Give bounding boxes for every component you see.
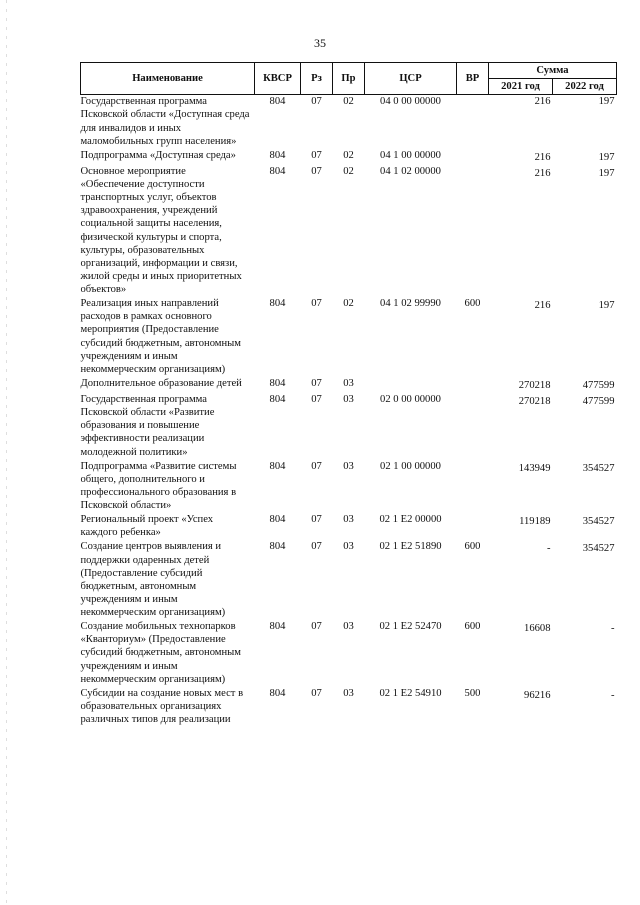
row-vr: 500 — [464, 687, 481, 699]
row-csr: 04 1 02 00000 — [380, 165, 441, 177]
row-vr — [457, 393, 489, 460]
row-name: Создание мобильных технопарков «Кванториум» (Предоставление субсидий бюджетным, автономным учреждениям и иным некоммерческим организациям) — [80, 621, 241, 685]
row-sum-2022: 477599 — [582, 396, 615, 407]
row-sum-2022: 354527 — [582, 462, 615, 474]
table-row — [81, 687, 617, 727]
row-csr: 04 1 00 00000 — [380, 149, 441, 161]
row-rz: 07 — [311, 621, 322, 633]
row-rz: 07 — [311, 541, 322, 553]
row-pr: 02 — [343, 165, 354, 177]
row-name: Создание центров выявления и поддержки одаренных детей (Предоставление субсидий бюджетным, автономным учреждениям и иным некоммерческим организациям) — [80, 541, 226, 618]
row-kvsr: 804 — [269, 298, 286, 310]
row-name: Основное мероприятие «Обеспечение доступности транспортных услуг, объектов здравоохранения, учреждений социальной защиты населения, физической культуры и спорта, культуры, образовательных организаций, информации и связи, жилой среды и иных приоритетных объектов» — [80, 165, 242, 295]
row-name: Региональный проект «Успех каждого ребенка» — [80, 514, 214, 539]
row-sum-2022: 354527 — [582, 516, 615, 528]
row-kvsr: 804 — [269, 149, 286, 161]
row-rz: 07 — [311, 394, 322, 405]
row-sum-2022: - — [610, 623, 615, 635]
row-rz: 07 — [311, 377, 322, 389]
table-row — [81, 165, 617, 297]
table-row — [81, 393, 617, 460]
header-2022: 2022 год — [553, 79, 617, 95]
row-vr — [457, 149, 489, 165]
row-csr: 02 1 E2 52470 — [379, 621, 442, 633]
row-vr — [457, 165, 489, 297]
row-sum-2022: 197 — [598, 96, 615, 108]
header-vr: ВР — [457, 63, 489, 95]
row-kvsr: 804 — [269, 377, 286, 389]
row-rz: 07 — [311, 298, 322, 310]
page-number: 35 — [314, 36, 326, 50]
table-header — [81, 63, 617, 95]
budget-table — [80, 62, 617, 727]
row-rz: 07 — [311, 165, 322, 177]
row-vr — [457, 377, 489, 393]
row-pr: 02 — [343, 96, 354, 108]
table-row — [81, 513, 617, 540]
row-sum-2021: 119189 — [519, 516, 551, 528]
row-sum-2021: 216 — [534, 300, 551, 312]
table-row — [81, 149, 617, 165]
row-name: Субсидии на создание новых мест в образовательных организациях различных типов для реализации — [80, 687, 244, 725]
row-name: Государственная программа Псковской области «Доступная среда для инвалидов и иных маломобильных групп населения» — [80, 96, 250, 147]
row-name: Реализация иных направлений расходов в рамках основного мероприятия (Предоставление субсидий бюджетным, автономным учреждениям и иным некоммерческим организациям) — [80, 298, 241, 375]
row-sum-2021: 270218 — [518, 379, 551, 391]
row-sum-2021: 96216 — [524, 689, 551, 701]
row-name: Подпрограмма «Развитие системы общего, дополнительного и профессионального образования в Псковской области» — [80, 460, 237, 511]
row-rz: 07 — [311, 514, 322, 526]
table-row — [81, 95, 617, 149]
row-pr: 03 — [343, 394, 354, 405]
row-vr — [457, 460, 489, 514]
row-sum-2022: 354527 — [582, 543, 615, 555]
row-kvsr: 804 — [269, 621, 286, 633]
row-pr: 03 — [343, 687, 354, 699]
row-csr: 04 0 00 00000 — [380, 96, 441, 108]
row-csr — [365, 377, 457, 393]
row-sum-2022: 197 — [598, 151, 615, 163]
row-sum-2022: 197 — [598, 167, 615, 179]
scan-edge-mark — [6, 0, 7, 905]
row-vr: 600 — [464, 541, 481, 553]
table-row — [81, 460, 617, 514]
row-sum-2021: 216 — [534, 151, 551, 163]
row-sum-2021: 16608 — [524, 623, 551, 635]
row-sum-2021: 143949 — [518, 462, 551, 474]
row-vr: 600 — [464, 621, 481, 633]
row-csr: 04 1 02 99990 — [380, 298, 441, 310]
row-vr: 600 — [464, 298, 481, 310]
row-pr: 02 — [343, 149, 354, 161]
row-sum-2022: 477599 — [582, 379, 615, 391]
header-pr: Пр — [333, 63, 365, 95]
header-rz: Рз — [301, 63, 333, 95]
row-name: Подпрограмма «Доступная среда» — [80, 149, 236, 161]
row-rz: 07 — [311, 149, 322, 161]
table-row — [81, 620, 617, 687]
row-rz: 07 — [311, 96, 322, 108]
row-pr: 03 — [343, 514, 354, 526]
row-kvsr: 804 — [269, 514, 286, 526]
header-name: Наименование — [81, 63, 255, 95]
row-kvsr: 804 — [269, 394, 286, 405]
row-kvsr: 804 — [269, 460, 286, 472]
table-row — [81, 377, 617, 393]
row-sum-2022: 197 — [598, 300, 615, 312]
row-pr: 03 — [343, 460, 354, 472]
row-sum-2021: 216 — [534, 96, 551, 108]
row-pr: 02 — [343, 298, 354, 310]
row-name: Государственная программа Псковской области «Развитие образования и повышение эффективности реализации молодежной политики» — [80, 394, 215, 458]
row-kvsr: 804 — [269, 541, 286, 553]
row-kvsr: 804 — [269, 687, 286, 699]
row-pr: 03 — [343, 377, 354, 389]
row-csr: 02 1 00 00000 — [380, 460, 441, 472]
table-row — [81, 540, 617, 620]
row-sum-2021: 216 — [534, 167, 551, 179]
header-kvsr: КВСР — [255, 63, 301, 95]
row-sum-2021: 270218 — [518, 396, 551, 407]
row-csr: 02 1 E2 54910 — [379, 687, 442, 699]
row-sum-2021: - — [546, 543, 551, 555]
row-csr: 02 1 E2 51890 — [379, 541, 442, 553]
header-2021: 2021 год — [489, 79, 553, 95]
row-name: Дополнительное образование детей — [80, 377, 242, 389]
row-pr: 03 — [343, 541, 354, 553]
header-sum: Сумма — [489, 63, 617, 79]
row-kvsr: 804 — [269, 165, 286, 177]
row-csr: 02 1 E2 00000 — [379, 514, 442, 526]
row-rz: 07 — [311, 460, 322, 472]
table-row — [81, 297, 617, 377]
row-rz: 07 — [311, 687, 322, 699]
row-pr: 03 — [343, 621, 354, 633]
row-vr — [457, 513, 489, 540]
header-csr: ЦСР — [365, 63, 457, 95]
row-sum-2022: - — [610, 689, 615, 701]
row-vr — [457, 95, 489, 149]
row-csr: 02 0 00 00000 — [380, 394, 441, 405]
row-kvsr: 804 — [269, 96, 286, 108]
table-body — [81, 95, 617, 727]
